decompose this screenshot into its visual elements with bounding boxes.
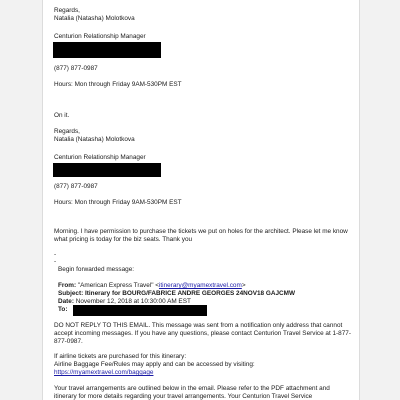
from-email-link[interactable]: itinerary@myamextravel.com [158, 282, 242, 289]
outlined-text: Your travel arrangements are outlined below in the email. Please refer to the PDF attachment and itinerary for more details regarding your travel arrangements. Your Centurion Travel Service [54, 385, 330, 400]
on-it-text: On it. [54, 112, 70, 119]
dash-line: - [54, 258, 57, 265]
redaction-box [53, 42, 161, 58]
sig1-name: Natalia (Natasha) Molotkova [54, 15, 135, 22]
sig1-phone: (877) 877-0987 [54, 65, 98, 72]
subject-value: Itinerary for BOURG/FABRICE ANDRE GEORGES 24NOV18 GAJCMW [85, 290, 295, 297]
baggage-link[interactable]: https://myamextravel.com/baggage [54, 369, 154, 376]
email-page [42, 0, 360, 400]
date-value: November 12, 2018 at 10:30:00 AM EST [75, 298, 191, 305]
sig2-name: Natalia (Natasha) Molotkova [54, 136, 135, 143]
redaction-box [53, 163, 161, 177]
airline-line-1: If airline tickets are purchased for this itinerary: [54, 353, 187, 360]
forwarded-label: Begin forwarded message: [58, 266, 135, 273]
morning-message: Morning. I have permission to purchase the tickets we put on holes for the architect. Please let me know what pricing is today for the biz seats. Thank you [54, 228, 348, 243]
from-close: > [241, 282, 246, 289]
sig2-hours: Hours: Mon through Friday 9AM-530PM EST [54, 199, 182, 206]
sig2-phone: (877) 877-0987 [54, 183, 98, 190]
sig1-regards: Regards, [54, 7, 80, 14]
subject-row [58, 290, 295, 298]
sig2-title: Centurion Relationship Manager [54, 154, 146, 161]
date-label: Date: [58, 298, 74, 305]
from-value: "American Express Travel" < [77, 282, 159, 289]
redaction-box [73, 305, 207, 316]
sig1-title: Centurion Relationship Manager [54, 33, 146, 40]
from-row [58, 282, 246, 290]
from-label: From: [58, 282, 77, 289]
sig2-regards: Regards, [54, 128, 80, 135]
noreply-notice: DO NOT REPLY TO THIS EMAIL. This message was sent from a notification only address that cannot accept incoming messages. If you have any questions, please contact Centurion Travel Service at 1-877-877-0987. [54, 322, 351, 345]
airline-line-2: Airline Baggage Fee/Rules may apply and can be accessed by visiting: [54, 361, 255, 368]
to-label: To: [58, 306, 68, 313]
dash-line: - [54, 251, 57, 258]
subject-label: Subject: [58, 290, 84, 297]
sig1-hours: Hours: Mon through Friday 9AM-530PM EST [54, 81, 182, 88]
